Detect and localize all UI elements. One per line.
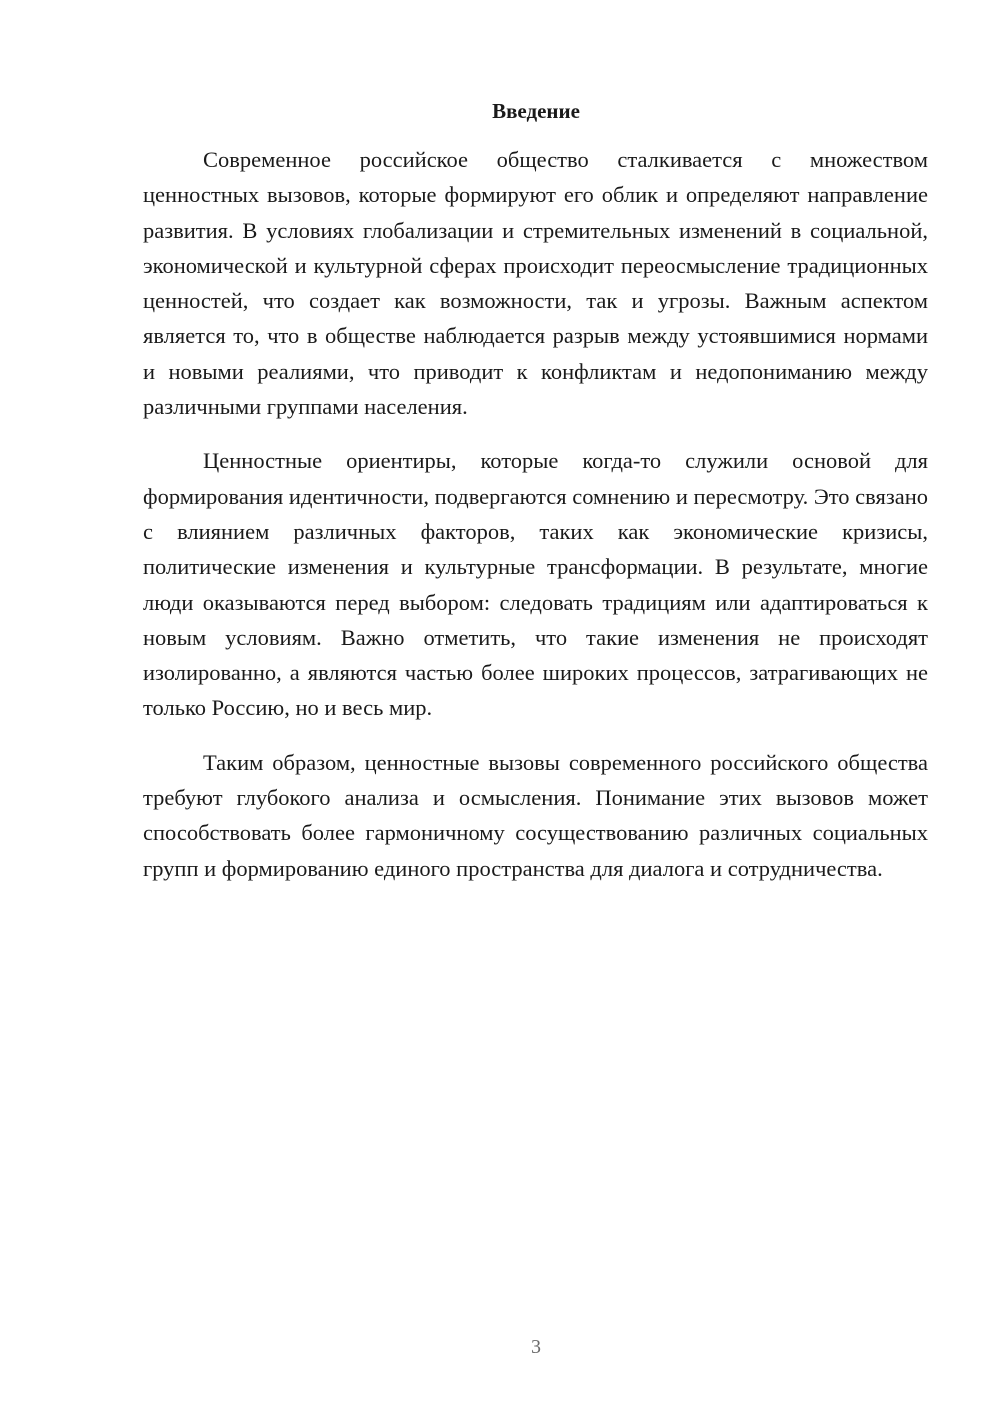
- paragraph-3: Таким образом, ценностные вызовы современного российского общества требуют глубокого анализа и осмысления. Понимание этих вызовов может способствовать более гармоничному сосуществованию различных социальных групп и формированию единого пространства для диалога и сотрудничества.: [143, 749, 928, 881]
- body-text: [143, 142, 928, 905]
- paragraph-2: Ценностные ориентиры, которые когда-то служили основой для формирования идентичности, подвергаются сомнению и пересмотру. Это связано с влиянием различных факторов, таких как экономические кризисы, политические изменения и культурные трансформации. В результате, многие люди оказываются перед выбором: следовать традициям или адаптироваться к новым условиям. Важно отметить, что такие изменения не происходят изолированно, а являются частью более широких процессов, затрагивающих не только Россию, но и весь мир.: [143, 448, 928, 721]
- page-number: 3: [531, 1336, 541, 1358]
- section-title: Введение: [492, 99, 580, 123]
- paragraph-1: Современное российское общество сталкивается с множеством ценностных вызовов, которые формируют его облик и определяют направление развития. В условиях глобализации и стремительных изменений в социальной, экономической и культурной сферах происходит переосмысление традиционных ценностей, что создает как возможности, так и угрозы. Важным аспектом является то, что в обществе наблюдается разрыв между устоявшимися нормами и новыми реалиями, что приводит к конфликтам и недопониманию между различными группами населения.: [143, 147, 928, 420]
